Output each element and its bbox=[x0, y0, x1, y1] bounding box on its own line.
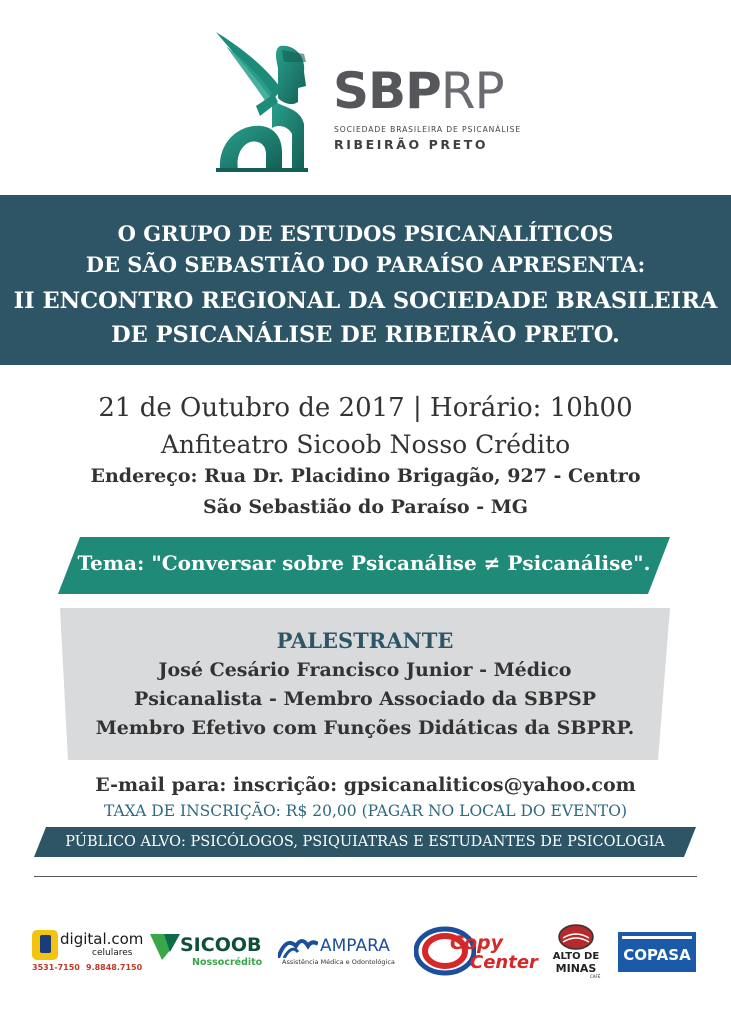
digital-phone-2: 9.8848.7150 bbox=[86, 963, 143, 972]
banner-line-1: O GRUPO DE ESTUDOS PSICANALÍTICOS bbox=[117, 221, 614, 246]
digital-phone-1: 3531-7150 bbox=[32, 963, 80, 972]
sponsor-sicoob bbox=[150, 932, 268, 972]
footer-divider bbox=[34, 876, 697, 877]
phone-icon bbox=[32, 930, 58, 960]
digital-name: digital.com bbox=[60, 930, 144, 948]
event-date-time: 21 de Outubro de 2017 | Horário: 10h00 bbox=[98, 393, 633, 423]
ampara-icon bbox=[278, 934, 318, 958]
alto-de-minas-sub: CAFÉ bbox=[590, 974, 601, 979]
copasa-stripe bbox=[622, 936, 692, 939]
event-venue: Anfiteatro Sicoob Nosso Crédito bbox=[160, 430, 571, 459]
speaker-line-3: Membro Efetivo com Funções Didáticas da SBPRP. bbox=[95, 717, 635, 739]
sponsor-copasa bbox=[618, 932, 696, 972]
speaker-heading: PALESTRANTE bbox=[276, 628, 454, 653]
copasa-name: COPASA bbox=[623, 946, 691, 964]
event-city: São Sebastião do Paraíso - MG bbox=[203, 496, 528, 518]
ampara-sub: Assistência Médica e Odontológica bbox=[282, 958, 395, 966]
digital-sub: celulares bbox=[92, 948, 133, 958]
sicoob-name: SICOOB bbox=[180, 934, 262, 956]
sponsor-ampara bbox=[278, 930, 406, 970]
audience-text: PÚBLICO ALVO: PSICÓLOGOS, PSIQUIATRAS E ESTUDANTES DE PSICOLOGIA bbox=[65, 834, 665, 850]
sicoob-icon bbox=[150, 934, 180, 960]
banner-line-4: DE PSICANÁLISE DE RIBEIRÃO PRETO. bbox=[111, 322, 620, 348]
logo-subtitle: SOCIEDADE BRASILEIRA DE PSICANÁLISE bbox=[334, 125, 522, 134]
alto-de-minas-word-2: MINAS bbox=[555, 962, 597, 975]
event-address: Endereço: Rua Dr. Placidino Brigagão, 927 - Centro bbox=[90, 465, 641, 487]
speaker-line-2: Psicanalista - Membro Associado da SBPSP bbox=[133, 688, 597, 710]
title-banner bbox=[0, 195, 731, 365]
banner-line-3: II ENCONTRO REGIONAL DA SOCIEDADE BRASILEIRA bbox=[13, 288, 718, 314]
logo-abbr-bold: SBP bbox=[333, 62, 441, 120]
copy-center-word-1: Copy bbox=[450, 932, 503, 954]
alto-de-minas-emblem-icon bbox=[558, 924, 594, 950]
logo-abbreviation bbox=[333, 62, 504, 120]
logo-city: RIBEIRÃO PRETO bbox=[334, 137, 489, 152]
sponsor-alto-de-minas bbox=[550, 924, 602, 980]
alto-de-minas-word-1: ALTO DE bbox=[552, 951, 600, 962]
speaker-line-1: José Cesário Francisco Junior - Médico bbox=[158, 659, 572, 681]
sponsor-digital bbox=[32, 928, 144, 974]
sphinx-logo-icon bbox=[212, 28, 312, 176]
logo-abbr-light: RP bbox=[440, 62, 504, 120]
copy-center-word-2: Center bbox=[470, 952, 538, 973]
registration-email: E-mail para: inscrição: gpsicanaliticos@yahoo.com bbox=[95, 774, 636, 796]
banner-line-2: DE SÃO SEBASTIÃO DO PARAÍSO APRESENTA: bbox=[85, 252, 646, 277]
registration-fee: TAXA DE INSCRIÇÃO: R$ 20,00 (PAGAR NO LOCAL DO EVENTO) bbox=[103, 802, 627, 820]
tema-text: Tema: "Conversar sobre Psicanálise ≠ Psicanálise". bbox=[77, 551, 651, 575]
ampara-name: AMPARA bbox=[320, 936, 390, 956]
sicoob-sub: Nossocrédito bbox=[192, 957, 263, 968]
sponsor-copy-center bbox=[414, 926, 538, 976]
